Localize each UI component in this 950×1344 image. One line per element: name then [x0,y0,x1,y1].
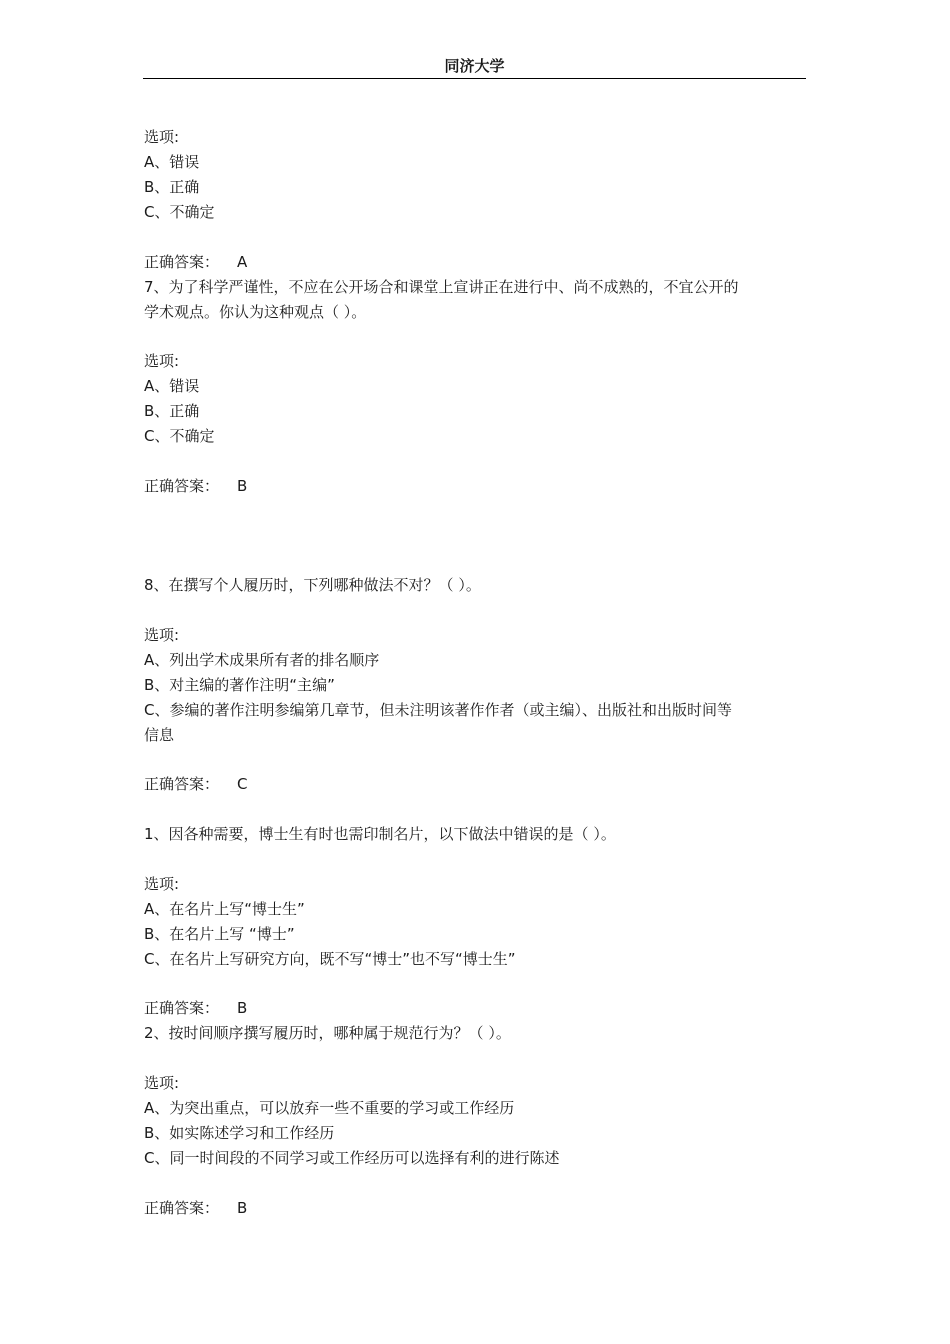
question-text: 2、按时间顺序撰写履历时，哪种属于规范行为？（ ）。 [144,1024,511,1042]
option-b: B、对主编的著作注明“主编” [144,676,335,694]
answer-label: 正确答案： [144,253,220,271]
option-a: A、错误 [144,377,200,395]
option-b: B、正确 [144,402,200,420]
options-label: 选项: [144,626,180,644]
answer-line [144,476,247,496]
answer-value: B [237,1199,248,1217]
answer-line [144,774,248,794]
answer-value: B [237,999,248,1017]
option-c: C、参编的著作注明参编第几章节，但未注明该著作作者（或主编）、出版社和出版时间等 [144,701,732,719]
options-label: 选项: [144,1074,180,1092]
answer-line [144,998,247,1018]
option-c-cont: 信息 [144,726,175,744]
option-a: A、在名片上写“博士生” [144,900,305,918]
option-b: B、正确 [144,178,200,196]
options-label: 选项: [144,352,180,370]
page-header-title: 同济大学 [444,57,505,75]
answer-line [144,1198,247,1218]
option-c: C、不确定 [144,203,215,221]
option-a: A、错误 [144,153,200,171]
answer-label: 正确答案： [144,775,220,793]
answer-label: 正确答案： [144,1199,220,1217]
option-a: A、列出学术成果所有者的排名顺序 [144,651,380,669]
question-text: 7、为了科学严谨性，不应在公开场合和课堂上宣讲正在进行中、尚不成熟的，不宜公开的 [144,278,739,296]
option-c: C、在名片上写研究方向，既不写“博士”也不写“博士生” [144,950,516,968]
option-c: C、同一时间段的不同学习或工作经历可以选择有利的进行陈述 [144,1149,560,1167]
option-a: A、为突出重点，可以放弃一些不重要的学习或工作经历 [144,1099,515,1117]
answer-label: 正确答案： [144,999,220,1017]
answer-value: C [237,775,248,793]
option-b: B、如实陈述学习和工作经历 [144,1124,335,1142]
answer-line [144,252,247,272]
question-text-cont: 学术观点。你认为这种观点（ ）。 [144,303,367,321]
question-text: 1、因各种需要，博士生有时也需印制名片，以下做法中错误的是（ ）。 [144,825,616,843]
answer-label: 正确答案： [144,477,220,495]
option-c: C、不确定 [144,427,215,445]
question-text: 8、在撰写个人履历时，下列哪种做法不对？（ ）。 [144,576,481,594]
option-b: B、在名片上写 “博士” [144,925,295,943]
options-label: 选项: [144,128,180,146]
options-label: 选项: [144,875,180,893]
header-rule [143,78,806,79]
answer-value: A [237,253,248,271]
answer-value: B [237,477,248,495]
